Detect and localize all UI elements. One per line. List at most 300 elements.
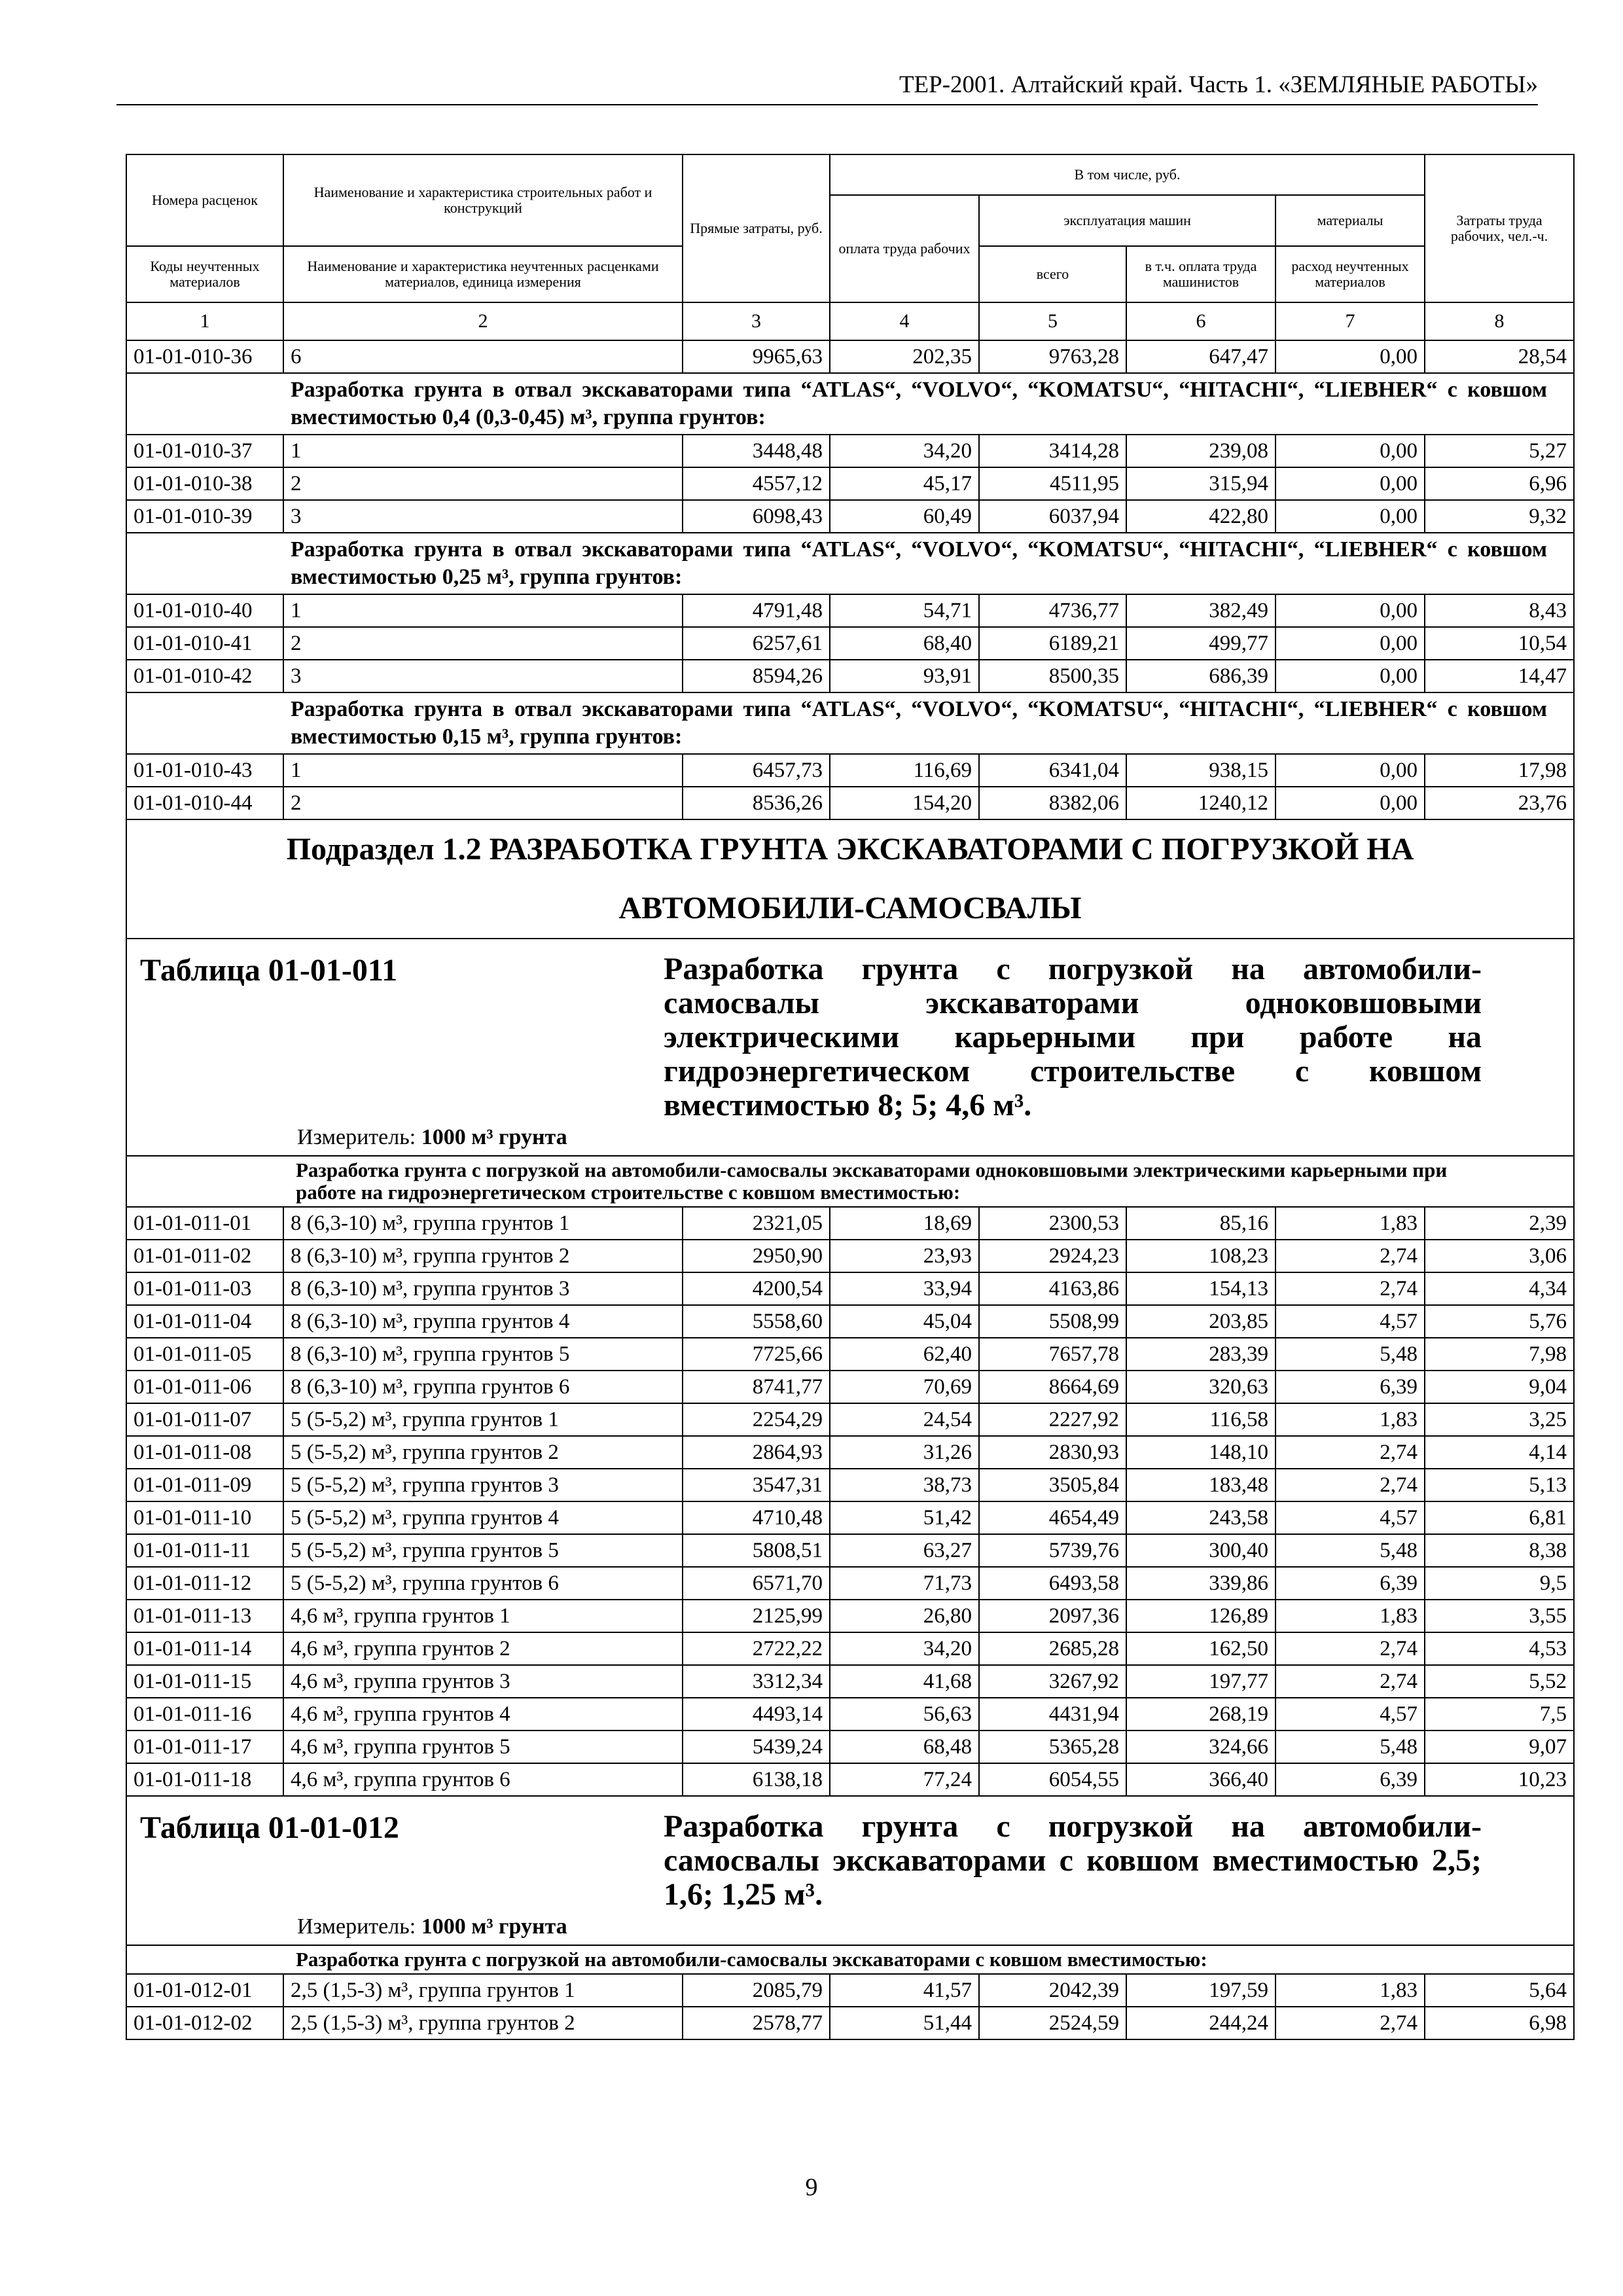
cell-rate-code: 01-01-011-04 [126,1305,283,1338]
cell-machine-total: 8500,35 [979,660,1126,692]
cell-work-name: 4,6 м³, группа грунтов 3 [283,1665,683,1698]
cell-materials-consumption: 0,00 [1275,435,1425,467]
cell-work-name: 8 (6,3-10) м³, группа грунтов 6 [283,1371,683,1403]
head-col8: Затраты труда рабочих, чел.-ч. [1425,154,1574,302]
cell-machine-total: 3267,92 [979,1665,1126,1698]
cell-machine-total: 7657,78 [979,1338,1126,1371]
table-row [126,1305,1574,1338]
cell-machinist-wages: 268,19 [1126,1698,1275,1731]
cell-worker-wages: 34,20 [830,1632,979,1665]
cell-direct-costs: 6457,73 [683,754,830,787]
cell-work-name: 8 (6,3-10) м³, группа грунтов 2 [283,1240,683,1272]
cell-rate-code: 01-01-010-39 [126,500,283,533]
cell-machine-total: 5739,76 [979,1534,1126,1567]
cell-direct-costs: 4710,48 [683,1501,830,1534]
cell-direct-costs: 6571,70 [683,1567,830,1600]
table-row [126,1240,1574,1272]
cell-machine-total: 2300,53 [979,1207,1126,1240]
cell-machinist-wages: 366,40 [1126,1763,1275,1796]
cell-machinist-wages: 116,58 [1126,1403,1275,1436]
cell-labor-hours: 14,47 [1425,660,1574,692]
group-heading: Разработка грунта в отвал экскаваторами типа “ATLAS“, “VOLVO“, “KOMATSU“, “HITACHI“, “LIEBHER“ с ковшом вместимостью 0,15 м³, группа грунтов: [126,692,1574,754]
cell-work-name: 4,6 м³, группа грунтов 2 [283,1632,683,1665]
cell-machine-total: 4736,77 [979,594,1126,627]
cell-materials-consumption: 1,83 [1275,1974,1425,2007]
cell-work-name: 2,5 (1,5-3) м³, группа грунтов 2 [283,2007,683,2039]
cell-worker-wages: 51,44 [830,2007,979,2039]
cell-work-name: 8 (6,3-10) м³, группа грунтов 4 [283,1305,683,1338]
cell-labor-hours: 8,38 [1425,1534,1574,1567]
col-number: 1 [126,302,283,340]
cell-rate-code: 01-01-011-16 [126,1698,283,1731]
cell-direct-costs: 5558,60 [683,1305,830,1338]
col-number: 5 [979,302,1126,340]
cell-labor-hours: 4,14 [1425,1436,1574,1469]
cell-labor-hours: 7,5 [1425,1698,1574,1731]
cell-direct-costs: 2125,99 [683,1600,830,1632]
cell-work-name: 4,6 м³, группа грунтов 1 [283,1600,683,1632]
cell-rate-code: 01-01-010-40 [126,594,283,627]
head-materials: материалы [1275,195,1425,246]
cell-work-name: 5 (5-5,2) м³, группа грунтов 1 [283,1403,683,1436]
cell-labor-hours: 9,5 [1425,1567,1574,1600]
cell-machine-total: 6054,55 [979,1763,1126,1796]
cell-rate-code: 01-01-010-44 [126,787,283,819]
cell-labor-hours: 6,81 [1425,1501,1574,1534]
table-012-caption: Разработка грунта с погрузкой на автомобили-самосвалы экскаваторами с ковшом вместимостью 2,5; 1,6; 1,25 м³. [664,1809,1482,1912]
cell-rate-code: 01-01-011-02 [126,1240,283,1272]
cell-machinist-wages: 85,16 [1126,1207,1275,1240]
cell-materials-consumption: 0,00 [1275,627,1425,660]
cell-work-name: 1 [283,754,683,787]
col-number: 8 [1425,302,1574,340]
col-number: 3 [683,302,830,340]
cell-direct-costs: 2864,93 [683,1436,830,1469]
cell-work-name: 5 (5-5,2) м³, группа грунтов 6 [283,1567,683,1600]
cell-direct-costs: 5439,24 [683,1731,830,1763]
cell-worker-wages: 70,69 [830,1371,979,1403]
cell-worker-wages: 77,24 [830,1763,979,1796]
table-011-measure: Измеритель: 1000 м³ грунта [297,1125,567,1149]
table-row [126,754,1574,787]
cell-worker-wages: 54,71 [830,594,979,627]
cell-machinist-wages: 283,39 [1126,1338,1275,1371]
cell-worker-wages: 23,93 [830,1240,979,1272]
cell-rate-code: 01-01-011-15 [126,1665,283,1698]
cell-machine-total: 6493,58 [979,1567,1126,1600]
cell-worker-wages: 116,69 [830,754,979,787]
cell-labor-hours: 9,32 [1425,500,1574,533]
cell-materials-consumption: 0,00 [1275,594,1425,627]
table-row [126,1763,1574,1796]
cell-work-name: 3 [283,500,683,533]
cell-direct-costs: 9965,63 [683,340,830,373]
table-row [126,660,1574,692]
head-col6: в т.ч. оплата труда машинистов [1126,246,1275,302]
cell-work-name: 1 [283,435,683,467]
cell-machine-total: 4511,95 [979,467,1126,500]
head-incl: В том числе, руб. [830,154,1425,195]
head-col2-bottom: Наименование и характеристика неучтенных расценками материалов, единица измерения [283,246,683,302]
cell-labor-hours: 10,54 [1425,627,1574,660]
head-machines: эксплуатация машин [979,195,1275,246]
measure-value: 1000 м³ грунта [421,1914,567,1939]
cell-machinist-wages: 148,10 [1126,1436,1275,1469]
head-col2-top: Наименование и характеристика строительных работ и конструкций [283,154,683,246]
cell-materials-consumption: 1,83 [1275,1403,1425,1436]
cell-materials-consumption: 1,83 [1275,1207,1425,1240]
cell-worker-wages: 202,35 [830,340,979,373]
cell-work-name: 4,6 м³, группа грунтов 5 [283,1731,683,1763]
head-col4: оплата труда рабочих [830,195,979,302]
table-row [126,467,1574,500]
cell-rate-code: 01-01-011-12 [126,1567,283,1600]
col-number: 4 [830,302,979,340]
cell-materials-consumption: 0,00 [1275,754,1425,787]
cell-machine-total: 4654,49 [979,1501,1126,1534]
page-number: 9 [805,2174,818,2201]
cell-worker-wages: 45,04 [830,1305,979,1338]
cell-materials-consumption: 0,00 [1275,660,1425,692]
cell-machinist-wages: 320,63 [1126,1371,1275,1403]
cell-materials-consumption: 5,48 [1275,1731,1425,1763]
cell-machine-total: 2685,28 [979,1632,1126,1665]
cell-materials-consumption: 2,74 [1275,1665,1425,1698]
cell-work-name: 1 [283,594,683,627]
cell-materials-consumption: 2,74 [1275,1632,1425,1665]
cell-work-name: 5 (5-5,2) м³, группа грунтов 2 [283,1436,683,1469]
cell-labor-hours: 4,53 [1425,1632,1574,1665]
table-row [126,1501,1574,1534]
cell-rate-code: 01-01-011-10 [126,1501,283,1534]
cell-machinist-wages: 244,24 [1126,2007,1275,2039]
table-row [126,1731,1574,1763]
cell-materials-consumption: 6,39 [1275,1371,1425,1403]
cell-rate-code: 01-01-011-07 [126,1403,283,1436]
cell-work-name: 2 [283,627,683,660]
cell-machinist-wages: 162,50 [1126,1632,1275,1665]
cell-labor-hours: 17,98 [1425,754,1574,787]
cell-direct-costs: 3448,48 [683,435,830,467]
cell-work-name: 5 (5-5,2) м³, группа грунтов 3 [283,1469,683,1501]
cell-direct-costs: 2578,77 [683,2007,830,2039]
cell-machine-total: 4163,86 [979,1272,1126,1305]
cell-machinist-wages: 324,66 [1126,1731,1275,1763]
cell-direct-costs: 3312,34 [683,1665,830,1698]
cell-direct-costs: 8536,26 [683,787,830,819]
cell-direct-costs: 4200,54 [683,1272,830,1305]
cell-materials-consumption: 0,00 [1275,500,1425,533]
cell-direct-costs: 8741,77 [683,1371,830,1403]
table-row [126,1469,1574,1501]
cell-machine-total: 6341,04 [979,754,1126,787]
cell-machinist-wages: 239,08 [1126,435,1275,467]
cell-work-name: 8 (6,3-10) м³, группа грунтов 1 [283,1207,683,1240]
cell-rate-code: 01-01-011-06 [126,1371,283,1403]
cell-machine-total: 8382,06 [979,787,1126,819]
table-row [126,1534,1574,1567]
cell-machinist-wages: 154,13 [1126,1272,1275,1305]
cell-machine-total: 3505,84 [979,1469,1126,1501]
cell-rate-code: 01-01-011-09 [126,1469,283,1501]
table-row [126,594,1574,627]
table-row [126,340,1574,373]
col-number: 7 [1275,302,1425,340]
cell-materials-consumption: 2,74 [1275,2007,1425,2039]
cell-labor-hours: 9,04 [1425,1371,1574,1403]
table-row [126,2007,1574,2039]
cell-worker-wages: 68,40 [830,627,979,660]
cell-machine-total: 2042,39 [979,1974,1126,2007]
cell-worker-wages: 93,91 [830,660,979,692]
cell-work-name: 2,5 (1,5-3) м³, группа грунтов 1 [283,1974,683,2007]
table-row [126,1207,1574,1240]
cell-direct-costs: 6138,18 [683,1763,830,1796]
cell-materials-consumption: 6,39 [1275,1763,1425,1796]
cell-labor-hours: 8,43 [1425,594,1574,627]
col-number: 6 [1126,302,1275,340]
cell-machinist-wages: 183,48 [1126,1469,1275,1501]
cell-machine-total: 6037,94 [979,500,1126,533]
cell-materials-consumption: 4,57 [1275,1501,1425,1534]
cell-worker-wages: 34,20 [830,435,979,467]
cell-machinist-wages: 382,49 [1126,594,1275,627]
cell-machine-total: 8664,69 [979,1371,1126,1403]
cell-machinist-wages: 108,23 [1126,1240,1275,1272]
cell-rate-code: 01-01-011-18 [126,1763,283,1796]
cell-rate-code: 01-01-010-43 [126,754,283,787]
cell-rate-code: 01-01-010-37 [126,435,283,467]
cell-materials-consumption: 5,48 [1275,1534,1425,1567]
cell-materials-consumption: 0,00 [1275,340,1425,373]
group-heading: Разработка грунта с погрузкой на автомобили-самосвалы экскаваторами одноковшовыми электрическими карьерными при работе на гидроэнергетическом строительстве с ковшом вместимостью: [126,1156,1574,1207]
cell-machinist-wages: 197,59 [1126,1974,1275,2007]
cell-work-name: 2 [283,787,683,819]
cell-machinist-wages: 197,77 [1126,1665,1275,1698]
cell-machinist-wages: 203,85 [1126,1305,1275,1338]
cell-direct-costs: 2085,79 [683,1974,830,2007]
cell-work-name: 2 [283,467,683,500]
cell-worker-wages: 33,94 [830,1272,979,1305]
cell-direct-costs: 2254,29 [683,1403,830,1436]
cell-worker-wages: 62,40 [830,1338,979,1371]
measure-value: 1000 м³ грунта [421,1125,567,1149]
cell-machinist-wages: 1240,12 [1126,787,1275,819]
rates-table [126,154,1575,2040]
group-heading: Разработка грунта в отвал экскаваторами типа “ATLAS“, “VOLVO“, “KOMATSU“, “HITACHI“, “LIEBHER“ с ковшом вместимостью 0,25 м³, группа грунтов: [126,533,1574,594]
cell-worker-wages: 154,20 [830,787,979,819]
cell-work-name: 4,6 м³, группа грунтов 6 [283,1763,683,1796]
cell-direct-costs: 2950,90 [683,1240,830,1272]
head-col3: Прямые затраты, руб. [683,154,830,302]
group-heading: Разработка грунта с погрузкой на автомобили-самосвалы экскаваторами с ковшом вместимостью: [126,1945,1574,1974]
cell-machine-total: 5365,28 [979,1731,1126,1763]
cell-machine-total: 2830,93 [979,1436,1126,1469]
cell-labor-hours: 28,54 [1425,340,1574,373]
cell-rate-code: 01-01-011-13 [126,1600,283,1632]
cell-machine-total: 2524,59 [979,2007,1126,2039]
table-row [126,1600,1574,1632]
cell-work-name: 5 (5-5,2) м³, группа грунтов 4 [283,1501,683,1534]
cell-labor-hours: 23,76 [1425,787,1574,819]
cell-rate-code: 01-01-010-38 [126,467,283,500]
cell-labor-hours: 3,55 [1425,1600,1574,1632]
cell-direct-costs: 8594,26 [683,660,830,692]
cell-rate-code: 01-01-011-11 [126,1534,283,1567]
cell-worker-wages: 63,27 [830,1534,979,1567]
cell-rate-code: 01-01-011-17 [126,1731,283,1763]
cell-labor-hours: 5,27 [1425,435,1574,467]
table-011-title: Таблица 01-01-011 [140,953,398,988]
cell-rate-code: 01-01-010-42 [126,660,283,692]
cell-machine-total: 4431,94 [979,1698,1126,1731]
table-012-title: Таблица 01-01-012 [140,1810,399,1845]
table-row [126,1567,1574,1600]
head-col1-bottom: Коды неучтенных материалов [126,246,283,302]
cell-direct-costs: 4557,12 [683,467,830,500]
table-row [126,435,1574,467]
cell-rate-code: 01-01-011-08 [126,1436,283,1469]
cell-worker-wages: 68,48 [830,1731,979,1763]
cell-machinist-wages: 126,89 [1126,1600,1275,1632]
cell-materials-consumption: 4,57 [1275,1305,1425,1338]
cell-materials-consumption: 2,74 [1275,1469,1425,1501]
cell-direct-costs: 2321,05 [683,1207,830,1240]
cell-worker-wages: 71,73 [830,1567,979,1600]
cell-labor-hours: 5,52 [1425,1665,1574,1698]
cell-work-name: 5 (5-5,2) м³, группа грунтов 5 [283,1534,683,1567]
table-012-measure: Измеритель: 1000 м³ грунта [297,1914,567,1939]
cell-labor-hours: 3,06 [1425,1240,1574,1272]
cell-machinist-wages: 339,86 [1126,1567,1275,1600]
cell-rate-code: 01-01-010-36 [126,340,283,373]
cell-machinist-wages: 938,15 [1126,754,1275,787]
table-row [126,1665,1574,1698]
cell-worker-wages: 26,80 [830,1600,979,1632]
cell-machinist-wages: 243,58 [1126,1501,1275,1534]
cell-materials-consumption: 0,00 [1275,787,1425,819]
cell-rate-code: 01-01-011-05 [126,1338,283,1371]
table-row [126,1338,1574,1371]
cell-materials-consumption: 5,48 [1275,1338,1425,1371]
cell-materials-consumption: 6,39 [1275,1567,1425,1600]
cell-machinist-wages: 315,94 [1126,467,1275,500]
cell-labor-hours: 4,34 [1425,1272,1574,1305]
cell-materials-consumption: 2,74 [1275,1272,1425,1305]
cell-materials-consumption: 2,74 [1275,1240,1425,1272]
cell-worker-wages: 60,49 [830,500,979,533]
cell-worker-wages: 45,17 [830,467,979,500]
table-row [126,627,1574,660]
cell-labor-hours: 7,98 [1425,1338,1574,1371]
cell-materials-consumption: 1,83 [1275,1600,1425,1632]
cell-rate-code: 01-01-012-02 [126,2007,283,2039]
cell-labor-hours: 6,98 [1425,2007,1574,2039]
head-col7: расход неучтенных материалов [1275,246,1425,302]
cell-direct-costs: 4791,48 [683,594,830,627]
table-row [126,787,1574,819]
table-011-heading [140,952,1482,1122]
cell-work-name: 8 (6,3-10) м³, группа грунтов 5 [283,1338,683,1371]
cell-direct-costs: 6257,61 [683,627,830,660]
cell-work-name: 6 [283,340,683,373]
cell-direct-costs: 3547,31 [683,1469,830,1501]
cell-rate-code: 01-01-011-03 [126,1272,283,1305]
table-row [126,1698,1574,1731]
cell-machine-total: 6189,21 [979,627,1126,660]
cell-rate-code: 01-01-010-41 [126,627,283,660]
cell-machinist-wages: 422,80 [1126,500,1275,533]
cell-materials-consumption: 0,00 [1275,467,1425,500]
table-row [126,1974,1574,2007]
cell-worker-wages: 41,57 [830,1974,979,2007]
cell-labor-hours: 6,96 [1425,467,1574,500]
cell-worker-wages: 56,63 [830,1698,979,1731]
table-row [126,500,1574,533]
cell-worker-wages: 51,42 [830,1501,979,1534]
cell-materials-consumption: 4,57 [1275,1698,1425,1731]
cell-direct-costs: 5808,51 [683,1534,830,1567]
cell-work-name: 8 (6,3-10) м³, группа грунтов 3 [283,1272,683,1305]
table-012-heading [140,1810,1482,1912]
cell-machinist-wages: 686,39 [1126,660,1275,692]
cell-machine-total: 5508,99 [979,1305,1126,1338]
table-row [126,1272,1574,1305]
cell-machine-total: 3414,28 [979,435,1126,467]
cell-labor-hours: 3,25 [1425,1403,1574,1436]
table-row [126,1371,1574,1403]
cell-worker-wages: 18,69 [830,1207,979,1240]
cell-machinist-wages: 499,77 [1126,627,1275,660]
cell-rate-code: 01-01-012-01 [126,1974,283,2007]
cell-machinist-wages: 300,40 [1126,1534,1275,1567]
cell-labor-hours: 5,76 [1425,1305,1574,1338]
cell-direct-costs: 2722,22 [683,1632,830,1665]
cell-rate-code: 01-01-011-14 [126,1632,283,1665]
cell-machine-total: 2924,23 [979,1240,1126,1272]
cell-worker-wages: 41,68 [830,1665,979,1698]
head-col5: всего [979,246,1126,302]
cell-machine-total: 2227,92 [979,1403,1126,1436]
group-heading: Разработка грунта в отвал экскаваторами типа “ATLAS“, “VOLVO“, “KOMATSU“, “HITACHI“, “LIEBHER“ с ковшом вместимостью 0,4 (0,3-0,45) м³, группа грунтов: [126,373,1574,435]
cell-rate-code: 01-01-011-01 [126,1207,283,1240]
cell-materials-consumption: 2,74 [1275,1436,1425,1469]
cell-direct-costs: 7725,66 [683,1338,830,1371]
table-row [126,1632,1574,1665]
cell-labor-hours: 2,39 [1425,1207,1574,1240]
cell-machine-total: 2097,36 [979,1600,1126,1632]
cell-machine-total: 9763,28 [979,340,1126,373]
cell-direct-costs: 6098,43 [683,500,830,533]
cell-work-name: 4,6 м³, группа грунтов 4 [283,1698,683,1731]
cell-labor-hours: 9,07 [1425,1731,1574,1763]
cell-labor-hours: 5,13 [1425,1469,1574,1501]
cell-labor-hours: 5,64 [1425,1974,1574,2007]
cell-direct-costs: 4493,14 [683,1698,830,1731]
cell-worker-wages: 38,73 [830,1469,979,1501]
cell-machinist-wages: 647,47 [1126,340,1275,373]
cell-work-name: 3 [283,660,683,692]
table-row [126,1436,1574,1469]
col-number: 2 [283,302,683,340]
table-011-caption: Разработка грунта с погрузкой на автомобили-самосвалы экскаваторами одноковшовыми электрическими карьерными при работе на гидроэнергетическом строительстве с ковшом вместимостью 8; 5; 4,6 м³. [664,952,1482,1122]
section-heading: Подраздел 1.2 РАЗРАБОТКА ГРУНТА ЭКСКАВАТОРАМИ С ПОГРУЗКОЙ НА АВТОМОБИЛИ-САМОСВАЛЫ [126,819,1574,939]
table-row [126,1403,1574,1436]
cell-worker-wages: 24,54 [830,1403,979,1436]
head-col1-top: Номера расценок [126,154,283,246]
cell-worker-wages: 31,26 [830,1436,979,1469]
cell-labor-hours: 10,23 [1425,1763,1574,1796]
